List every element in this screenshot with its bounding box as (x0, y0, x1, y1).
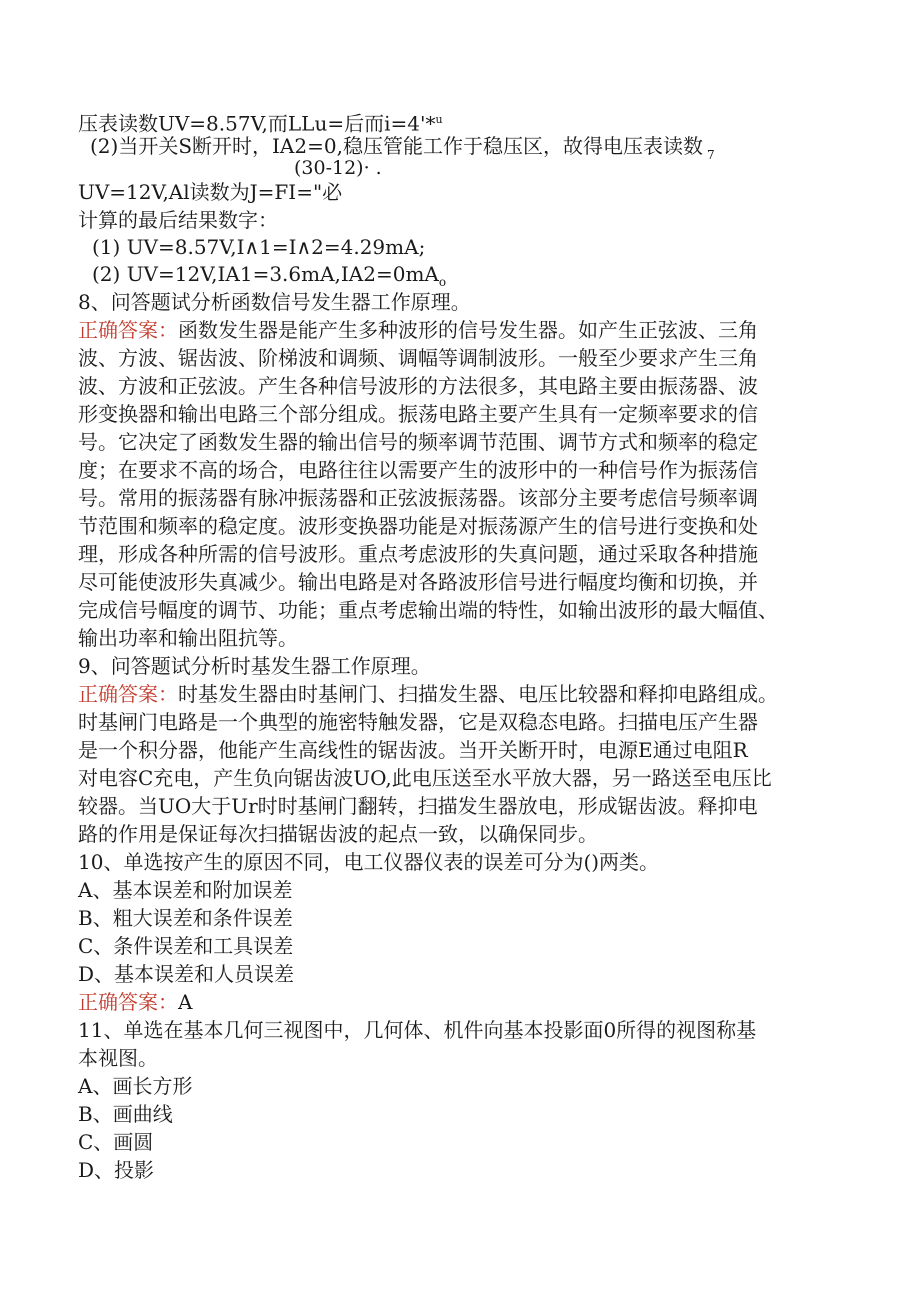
q10-answer (78, 988, 192, 1016)
prev-result-heading: 计算的最后结果数字： (78, 208, 278, 232)
q9-answer-line: 路的作用是保证每次扫描锯齿波的起点一致，以确保同步。 (78, 822, 598, 846)
q9-answer-line: 较器。当UO大于Ur时时基闸门翻转，扫描发生器放电，形成锯齿波。释抑电 (78, 794, 758, 818)
q8-answer-line: 输出功率和输出阻抗等。 (78, 626, 298, 650)
q8-answer-line: 号。常用的振荡器有脉冲振荡器和正弦波振荡器。该部分主要考虑信号频率调 (78, 486, 758, 510)
q9-answer-line: 对电容C充电，产生负向锯齿波UO,此电压送至水平放大器，另一路送至电压比 (78, 766, 772, 790)
q11-option-b: B、画曲线 (78, 1102, 173, 1126)
q8-question: 8、问答题试分析函数信号发生器工作原理。 (78, 290, 471, 314)
q10-option-c: C、条件误差和工具误差 (78, 934, 294, 958)
prev-answer-line-4: UV=12V,Al读数为J=FI="必 (78, 180, 343, 204)
q9-question: 9、问答题试分析时基发生器工作原理。 (78, 654, 431, 678)
q8-answer-line-0: 正确答案：函数发生器是能产生多种波形的信号发生器。如产生正弦波、三角 (78, 318, 758, 342)
q9-answer-line-0: 正确答案：时基发生器由时基闸门、扫描发生器、电压比较器和释抑电路组成。 (78, 682, 778, 706)
prev-answer-fraction: (30-12)· . (294, 157, 382, 179)
q9-answer-label: 正确答案： (78, 682, 178, 706)
q8-answer-line: 度；在要求不高的场合，电路往往以需要产生的波形中的一种信号作为振荡信 (78, 458, 758, 482)
prev-answer-line-2: (2)当开关S断开时，IA2=0,稳压管能工作于稳压区，故得电压表读数 $_7$ (90, 134, 715, 162)
q8-answer-label: 正确答案： (78, 318, 178, 342)
q11-question-line-2: 本视图。 (78, 1046, 158, 1070)
q10-option-b: B、粗大误差和条件误差 (78, 906, 293, 930)
q8-answer-line: 完成信号幅度的调节、功能；重点考虑输出端的特性，如输出波形的最大幅值、 (78, 598, 778, 622)
q8-answer-line: 波、方波和正弦波。产生各种信号波形的方法很多，其电路主要由振荡器、波 (78, 374, 758, 398)
q10-question: 10、单选按产生的原因不同，电工仪器仪表的误差可分为()两类。 (78, 850, 660, 874)
q8-answer-line: 理，形成各种所需的信号波形。重点考虑波形的失真问题，通过采取各种措施 (78, 542, 758, 566)
prev-answer-line-1: 压表读数UV=8.57V,而LLu=后而i=4'*$^u$ (78, 111, 443, 136)
prev-result-1: (1) UV=8.57V,I∧1=I∧2=4.29mA; (92, 235, 426, 259)
q8-answer-line: 节范围和频率的稳定度。波形变换器功能是对振荡源产生的信号进行变换和处 (78, 514, 758, 538)
q10-answer-value: A (178, 990, 193, 1014)
q8-answer-line: 波、方波、锯齿波、阶梯波和调频、调幅等调制波形。一般至少要求产生三角 (78, 346, 758, 370)
q11-option-d: D、投影 (78, 1158, 155, 1182)
q10-option-a: A、基本误差和附加误差 (78, 878, 293, 902)
q8-answer-line: 尽可能使波形失真减少。输出电路是对各路波形信号进行幅度均衡和切换，并 (78, 570, 758, 594)
q11-question-line-1: 11、单选在基本几何三视图中，几何体、机件向基本投影面0所得的视图称基 (78, 1018, 757, 1042)
q11-option-c: C、画圆 (78, 1130, 154, 1154)
q9-answer-line: 时基闸门电路是一个典型的施密特触发器，它是双稳态电路。扫描电压产生器 (78, 710, 758, 734)
q8-answer-line: 形变换器和输出电路三个部分组成。振荡电路主要产生具有一定频率要求的信 (78, 402, 758, 426)
q10-answer-label: 正确答案： (78, 990, 178, 1014)
q10-option-d: D、基本误差和人员误差 (78, 962, 295, 986)
q11-option-a: A、画长方形 (78, 1074, 193, 1098)
prev-result-2: (2) $UV=12V,IA1=3.6mA,IA2=0mA_o$ (92, 262, 447, 289)
q8-answer-line: 号。它决定了函数发生器的输出信号的频率调节范围、调节方式和频率的稳定 (78, 430, 758, 454)
q9-answer-line: 是一个积分器，他能产生高线性的锯齿波。当开关断开时，电源E通过电阻R (78, 738, 748, 762)
